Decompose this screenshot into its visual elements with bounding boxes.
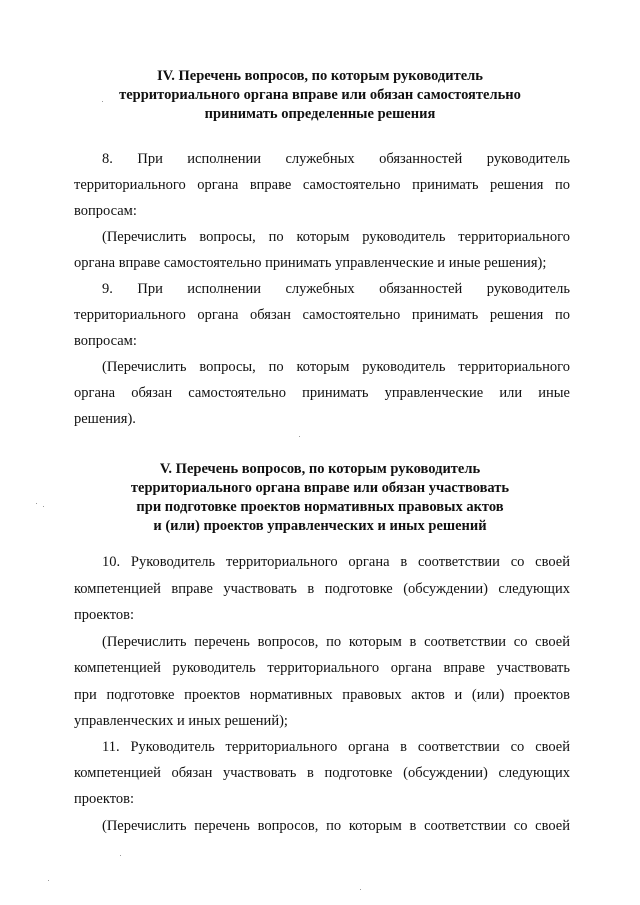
text-word: исполнении xyxy=(187,281,262,297)
item-8-note-line: (Перечислить вопросы, по которым руководитель территориального xyxy=(102,229,570,245)
item-8-first-line xyxy=(102,150,570,168)
text-word: руководитель xyxy=(486,281,570,297)
heading-line: территориального органа вправе или обязан участвовать xyxy=(130,480,510,496)
section-5-heading xyxy=(70,460,570,536)
item-9-note-line: (Перечислить вопросы, по которым руководитель территориального xyxy=(102,359,570,375)
item-8-line: вопросам: xyxy=(74,203,137,219)
scan-speck xyxy=(43,506,44,507)
item-10-note-line: (Перечислить перечень вопросов, по которым в соответствии со своей xyxy=(102,634,570,650)
item-number: 8. xyxy=(102,151,113,167)
item-9-note-line: органа обязан самостоятельно принимать управленческие или иные xyxy=(74,385,570,401)
item-10-note-line: при подготовке проектов нормативных правовых актов и (или) проектов xyxy=(74,687,570,703)
item-10-note-line: управленческих и иных решений); xyxy=(74,713,288,729)
scan-speck xyxy=(299,436,300,437)
text-word: При xyxy=(137,151,163,167)
item-10-line: 10. Руководитель территориального органа в соответствии со своей xyxy=(102,554,570,570)
item-11-note-line: (Перечислить перечень вопросов, по которым в соответствии со своей xyxy=(102,818,570,834)
heading-line: территориального органа вправе или обязан самостоятельно xyxy=(119,87,521,103)
item-10-note-line: компетенцией руководитель территориального органа вправе участвовать xyxy=(74,660,570,676)
text-word: руководитель xyxy=(486,151,570,167)
heading-line: и (или) проектов управленческих и иных решений xyxy=(153,518,487,534)
scan-speck xyxy=(48,880,49,881)
heading-line: IV. Перечень вопросов, по которым руководитель xyxy=(157,68,483,84)
item-10-line: проектов: xyxy=(74,607,134,623)
item-number: 9. xyxy=(102,281,113,297)
scan-speck xyxy=(102,101,103,102)
item-8-note-line: органа вправе самостоятельно принимать управленческие и иные решения); xyxy=(74,255,547,271)
text-word: служебных xyxy=(285,151,355,167)
item-9-note-line: решения). xyxy=(74,411,136,427)
text-word: обязанностей xyxy=(379,281,463,297)
heading-line: V. Перечень вопросов, по которым руководитель xyxy=(159,461,481,477)
item-11-line: проектов: xyxy=(74,791,134,807)
scan-speck xyxy=(36,503,37,504)
item-8-line: территориального органа вправе самостоятельно принимать решения по xyxy=(74,177,570,193)
item-11-line: 11. Руководитель территориального органа в соответствии со своей xyxy=(102,739,570,755)
item-9-line: вопросам: xyxy=(74,333,137,349)
item-9-first-line xyxy=(102,280,570,298)
item-9-line: территориального органа обязан самостоятельно принимать решения по xyxy=(74,307,570,323)
text-word: обязанностей xyxy=(379,151,463,167)
heading-line: принимать определенные решения xyxy=(204,106,436,122)
text-word: При xyxy=(137,281,163,297)
text-word: исполнении xyxy=(187,151,262,167)
heading-line: при подготовке проектов нормативных правовых актов xyxy=(136,499,504,515)
section-4-heading xyxy=(70,67,570,124)
item-11-line: компетенцией обязан участвовать в подготовке (обсуждении) следующих xyxy=(74,765,570,781)
scan-speck xyxy=(360,889,361,890)
item-10-line: компетенцией вправе участвовать в подготовке (обсуждении) следующих xyxy=(74,581,570,597)
scan-speck xyxy=(120,855,121,856)
text-word: служебных xyxy=(285,281,355,297)
